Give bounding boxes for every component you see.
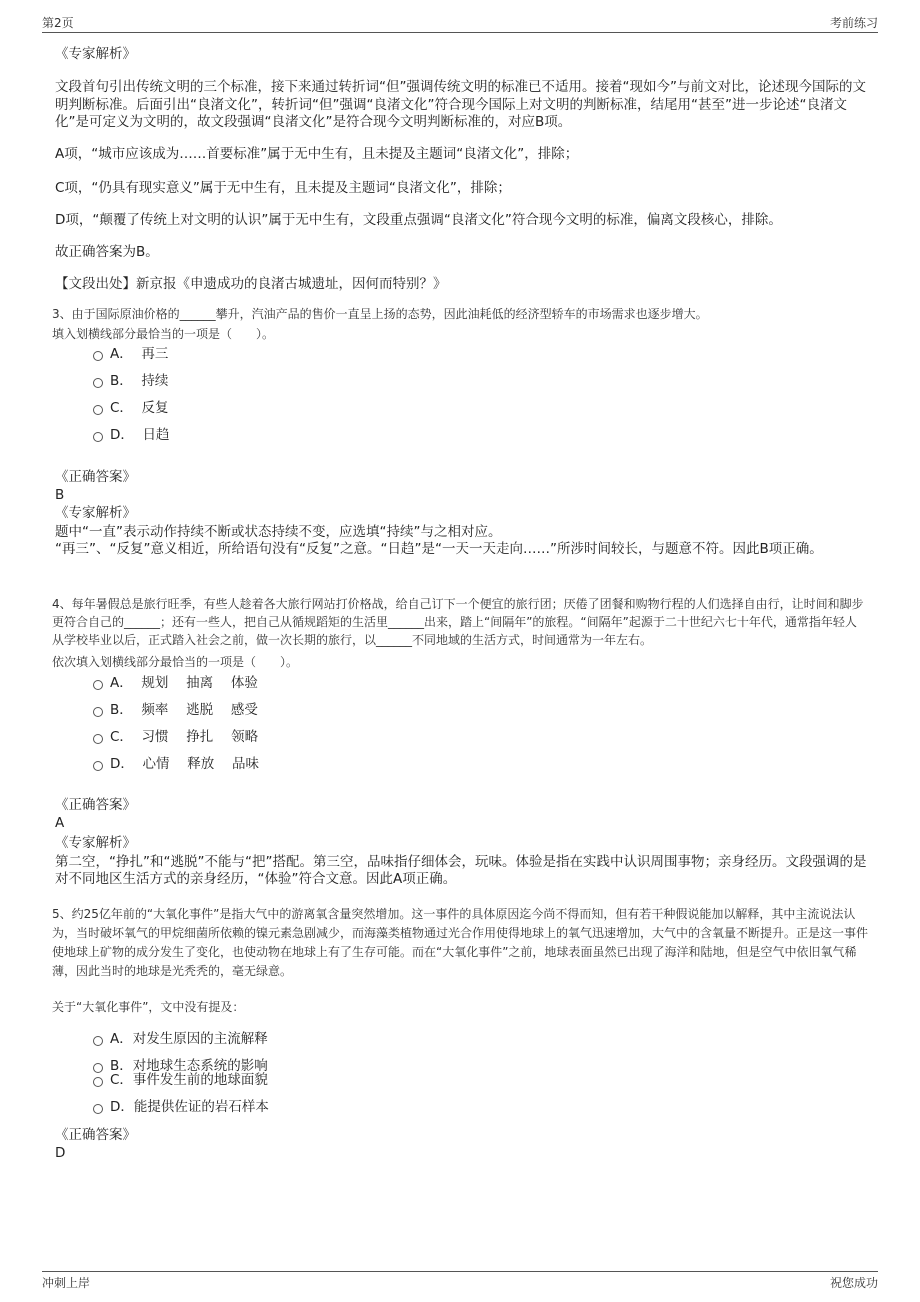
page-header [42, 14, 878, 33]
q5-stem: 5、约25亿年前的“大氧化事件”是指大气中的游离氧含量突然增加。这一事件的具体原因迄今尚不得而知，但有若干种假说能加以解释，其中主流说法认为，当时破坏氧气的甲烷细菌所依赖的镍元素急剧减少，而海藻类植物通过光合作用使得地球上的氧气迅速增加，大气中的含氧量不断提升。正是这一事件使地球上矿物的成分发生了变化，也使动物在地球上有了生存可能。而在“大氧化事件”之前，地球表面虽然已出现了海洋和陆地，但是空气中依旧氧气稀薄，因此当时的地球是光秃秃的，毫无绿意。 [52, 907, 869, 978]
q5-answer: D [55, 1145, 66, 1161]
q3-answer: B [55, 487, 65, 503]
q4-analysis: 第二空，“挣扎”和“逃脱”不能与“把”搭配。第三空，品味指仔细体会，玩味。体验是指在实践中认识周围事物；亲身经历。文段强调的是对不同地区生活方式的亲身经历，“体验”符合文意。因此A项正确。 [55, 854, 867, 887]
q3-option-b[interactable]: B． 持续 [93, 372, 168, 390]
page-footer [42, 1271, 878, 1296]
q4-option-c[interactable]: C． 习惯 挣扎 领略 [93, 728, 258, 746]
q3-stem: 3、由于国际原油价格的______攀升，汽油产品的售价一直呈上扬的态势，因此油耗低的经济型轿车的市场需求也逐步增大。 [52, 307, 708, 321]
footer-right: 祝您成功 [829, 1276, 878, 1290]
q3-answer-label: 《正确答案》 [55, 469, 136, 485]
radio-icon[interactable] [93, 680, 103, 690]
radio-icon[interactable] [93, 378, 103, 388]
q5-option-c[interactable]: C．事件发生前的地球面貌 [93, 1071, 268, 1089]
q4-answer: A [55, 815, 65, 831]
q3-analysis: 题中“一直”表示动作持续不断或状态持续不变，应选填“持续”与之相对应。 “再三”、“反复”意义相近，所给语句没有“反复”之意。“日趋”是“一天一天走向……”所涉时间较长，与题意不符。因此B项正确。 [55, 524, 823, 557]
q4-stem: 4、每年暑假总是旅行旺季，有些人趁着各大旅行网站打价格战，给自己订下一个便宜的旅行团；厌倦了团餐和购物行程的人们选择自由行，让时间和脚步更符合自己的______；还有一些人，把自己从循规蹈矩的生活里______出来，踏上“间隔年”的旅程。“间隔年”起源于二十世纪六七十年代，通常指年轻人从学校毕业以后，正式踏入社会之前，做一次长期的旅行，以______不同地域的生活方式，时间通常为一年左右。 [52, 597, 864, 647]
q3-option-d[interactable]: D． 日趋 [93, 426, 169, 444]
radio-icon[interactable] [93, 1036, 103, 1046]
q5-option-a[interactable]: A．对发生原因的主流解释 [93, 1030, 268, 1048]
radio-icon[interactable] [93, 351, 103, 361]
q4-option-a[interactable]: A． 规划 抽离 体验 [93, 674, 258, 692]
q3-analysis-label: 《专家解析》 [55, 505, 136, 521]
q2-option-a-analysis: A项，“城市应该成为……首要标准”属于无中生有，且未提及主题词“良渚文化”，排除； [55, 146, 579, 162]
radio-icon[interactable] [93, 1077, 103, 1087]
page-number: 第2页 [42, 16, 74, 30]
q2-option-d-analysis: D项，“颠覆了传统上对文明的认识”属于无中生有，文段重点强调“良渚文化”符合现今文明的标准，偏离文段核心，排除。 [55, 212, 782, 228]
header-title: 考前练习 [829, 16, 878, 30]
radio-icon[interactable] [93, 734, 103, 744]
q4-analysis-label: 《专家解析》 [55, 835, 136, 851]
radio-icon[interactable] [93, 1104, 103, 1114]
q2-analysis-label: 《专家解析》 [55, 46, 136, 62]
footer-left: 冲刺上岸 [42, 1276, 91, 1290]
q2-source: 【文段出处】新京报《申遗成功的良渚古城遗址，因何而特别？》 [55, 276, 447, 292]
q4-option-b[interactable]: B． 频率 逃脱 感受 [93, 701, 258, 719]
q3-option-a[interactable]: A． 再三 [93, 345, 168, 363]
q4-prompt: 依次填入划横线部分最恰当的一项是（ ）。 [52, 655, 299, 669]
q3-option-c[interactable]: C． 反复 [93, 399, 169, 417]
q4-answer-label: 《正确答案》 [55, 797, 136, 813]
radio-icon[interactable] [93, 405, 103, 415]
q2-analysis: 文段首句引出传统文明的三个标准，接下来通过转折词“但”强调传统文明的标准已不适用。接着“现如今”与前文对比，论述现今国际的文明判断标准。后面引出“良渚文化”，转折词“但”强调“良渚文化”符合现今国际上对文明的判断标准，结尾用“甚至”进一步论述“良渚文化”是可定义为文明的，故文段强调“良渚文化”是符合现今文明判断标准的，对应B项。 [55, 79, 866, 130]
q2-option-c-analysis: C项，“仍具有现实意义”属于无中生有，且未提及主题词“良渚文化”，排除； [55, 180, 511, 196]
q2-conclusion: 故正确答案为B。 [55, 244, 159, 260]
q5-option-d[interactable]: D．能提供佐证的岩石样本 [93, 1098, 269, 1116]
radio-icon[interactable] [93, 707, 103, 717]
q3-prompt: 填入划横线部分最恰当的一项是（ ）。 [52, 327, 275, 341]
q4-option-d[interactable]: D． 心情 释放 品味 [93, 755, 259, 773]
q5-prompt: 关于“大氧化事件”，文中没有提及： [52, 1000, 245, 1014]
q5-option-b[interactable]: B．对地球生态系统的影响 [93, 1057, 268, 1075]
radio-icon[interactable] [93, 432, 103, 442]
radio-icon[interactable] [93, 761, 103, 771]
q5-answer-label: 《正确答案》 [55, 1127, 136, 1143]
